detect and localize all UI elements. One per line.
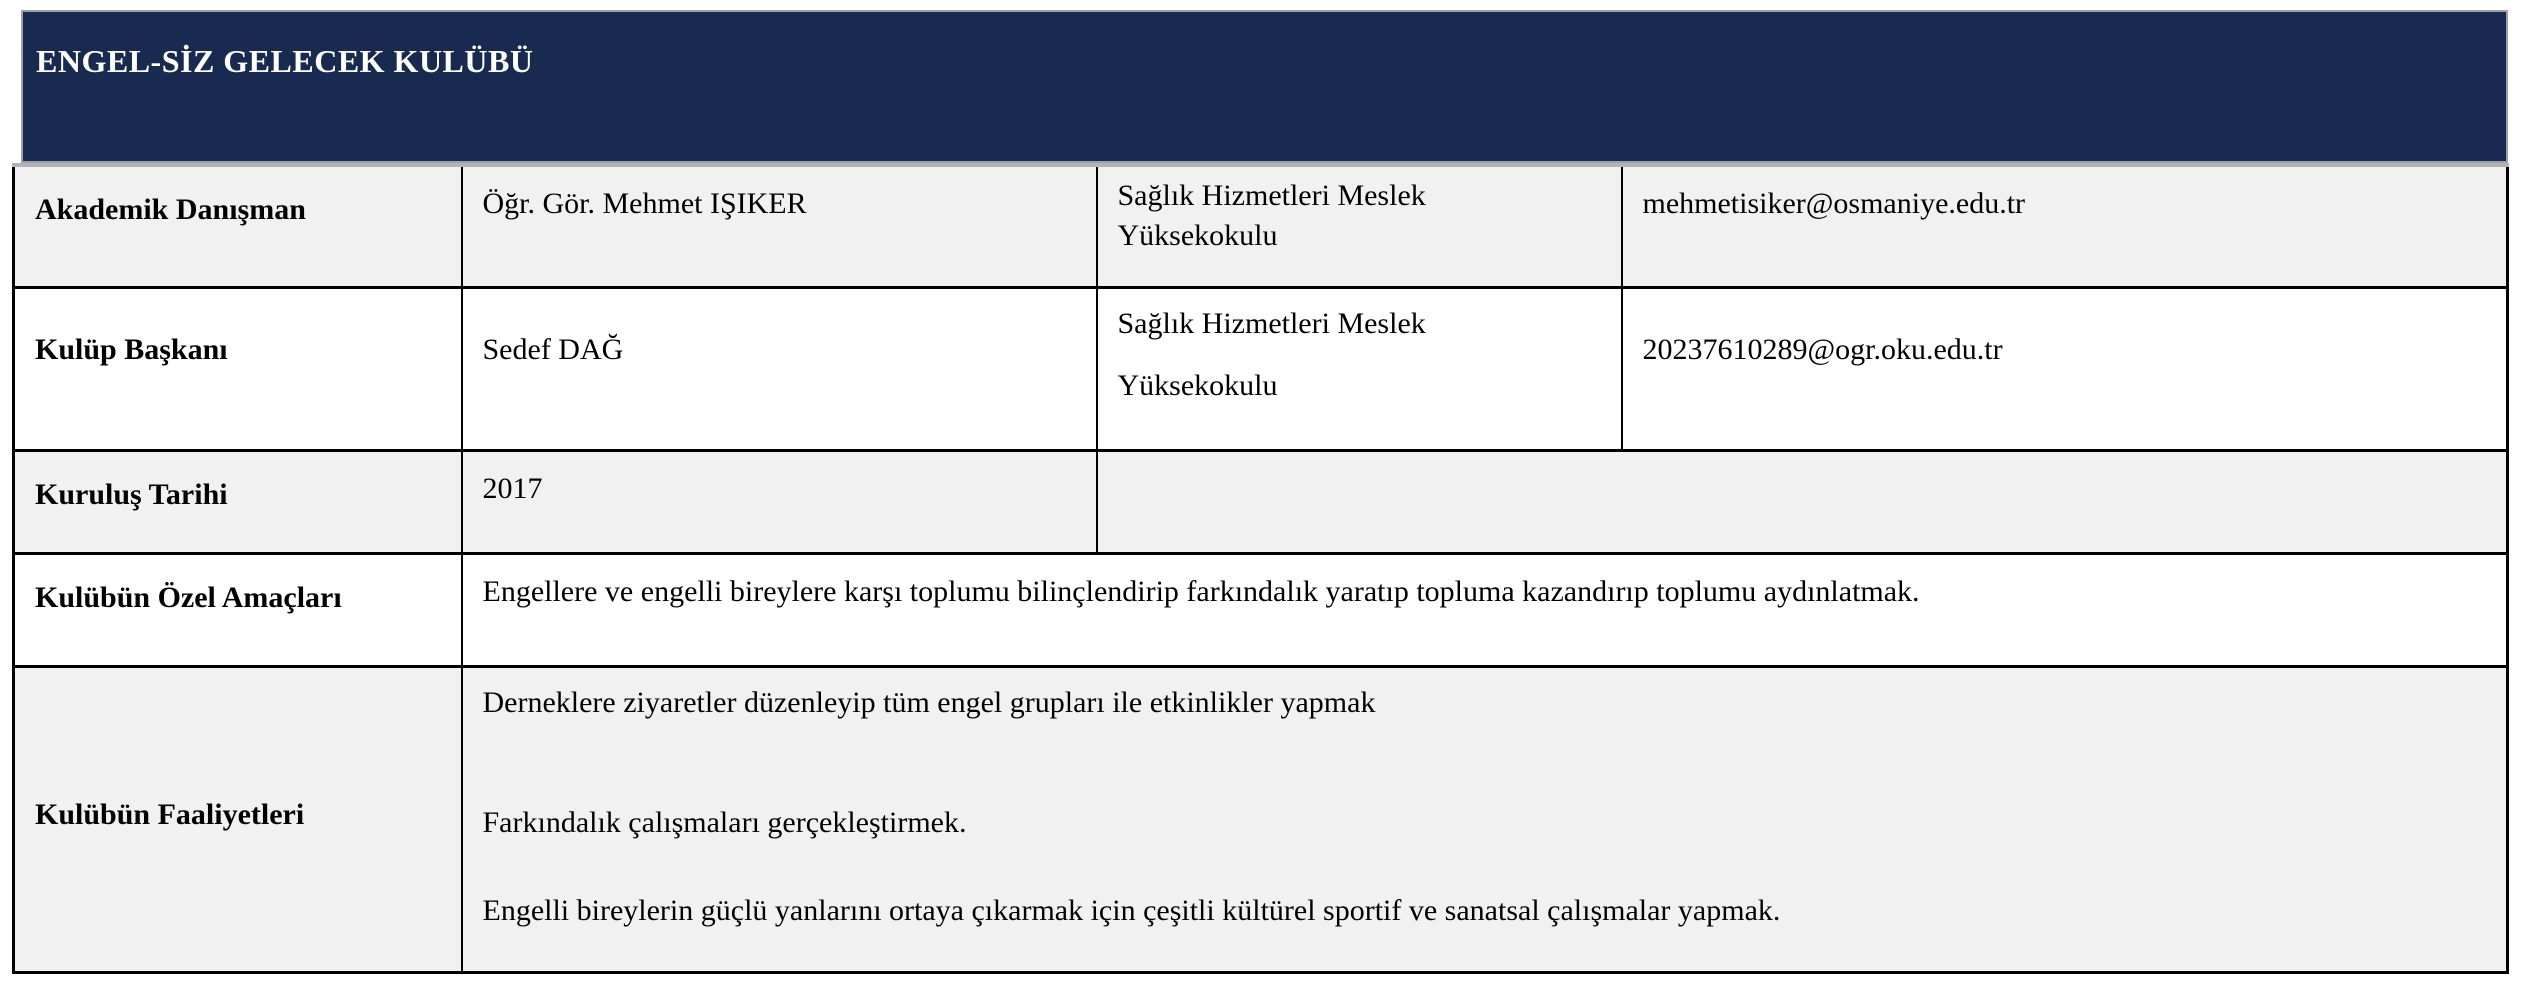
row-ozel-amaclar xyxy=(14,553,2508,666)
president-unit-line2: Yüksekokulu xyxy=(1117,368,1278,402)
president-name-cell: Sedef DAĞ xyxy=(462,287,1097,450)
row-faaliyetler xyxy=(14,666,2508,972)
founding-empty-cell xyxy=(1097,450,2508,553)
row-label-akademik-danisman: Akademik Danışman xyxy=(14,165,462,287)
advisor-email-cell: mehmetisiker@osmaniye.edu.tr xyxy=(1622,165,2508,287)
president-unit-line1: Sağlık Hizmetleri Meslek xyxy=(1117,306,1426,340)
document-page xyxy=(0,10,2522,984)
club-activities-cell xyxy=(462,666,2508,972)
activity-item: Derneklere ziyaretler düzenleyip tüm engel grupları ile etkinlikler yapmak xyxy=(482,685,1376,719)
advisor-unit-line1: Sağlık Hizmetleri Meslek xyxy=(1117,179,1426,212)
president-email-cell: 20237610289@ogr.oku.edu.tr xyxy=(1622,287,2508,450)
advisor-unit-cell xyxy=(1097,165,1622,287)
activity-item: Engelli bireylerin güçlü yanlarını ortaya çıkarmak için çeşitli kültürel sportif ve sanatsal çalışmalar yapmak. xyxy=(482,893,1781,927)
president-unit-cell xyxy=(1097,287,1622,450)
row-label-faaliyetler: Kulübün Faaliyetleri xyxy=(14,666,462,972)
advisor-name-cell: Öğr. Gör. Mehmet IŞIKER xyxy=(462,165,1097,287)
club-title-banner xyxy=(21,10,2508,163)
activity-item: Farkındalık çalışmaları gerçekleştirmek. xyxy=(482,805,967,839)
row-label-kurulus-tarihi: Kuruluş Tarihi xyxy=(14,450,462,553)
club-info-table xyxy=(12,163,2509,974)
club-purpose-cell: Engellere ve engelli bireylere karşı toplumu bilinçlendirip farkındalık yaratıp topluma kazandırıp toplumu aydınlatmak. xyxy=(462,553,2508,666)
advisor-unit-line2: Yüksekokulu xyxy=(1117,219,1278,252)
club-title: ENGEL-SİZ GELECEK KULÜBÜ xyxy=(36,43,534,79)
row-kulup-baskani xyxy=(14,287,2508,450)
row-kurulus-tarihi xyxy=(14,450,2508,553)
founding-year-cell: 2017 xyxy=(462,450,1097,553)
row-akademik-danisman xyxy=(14,165,2508,287)
row-label-kulup-baskani: Kulüp Başkanı xyxy=(14,287,462,450)
row-label-ozel-amaclar: Kulübün Özel Amaçları xyxy=(14,553,462,666)
